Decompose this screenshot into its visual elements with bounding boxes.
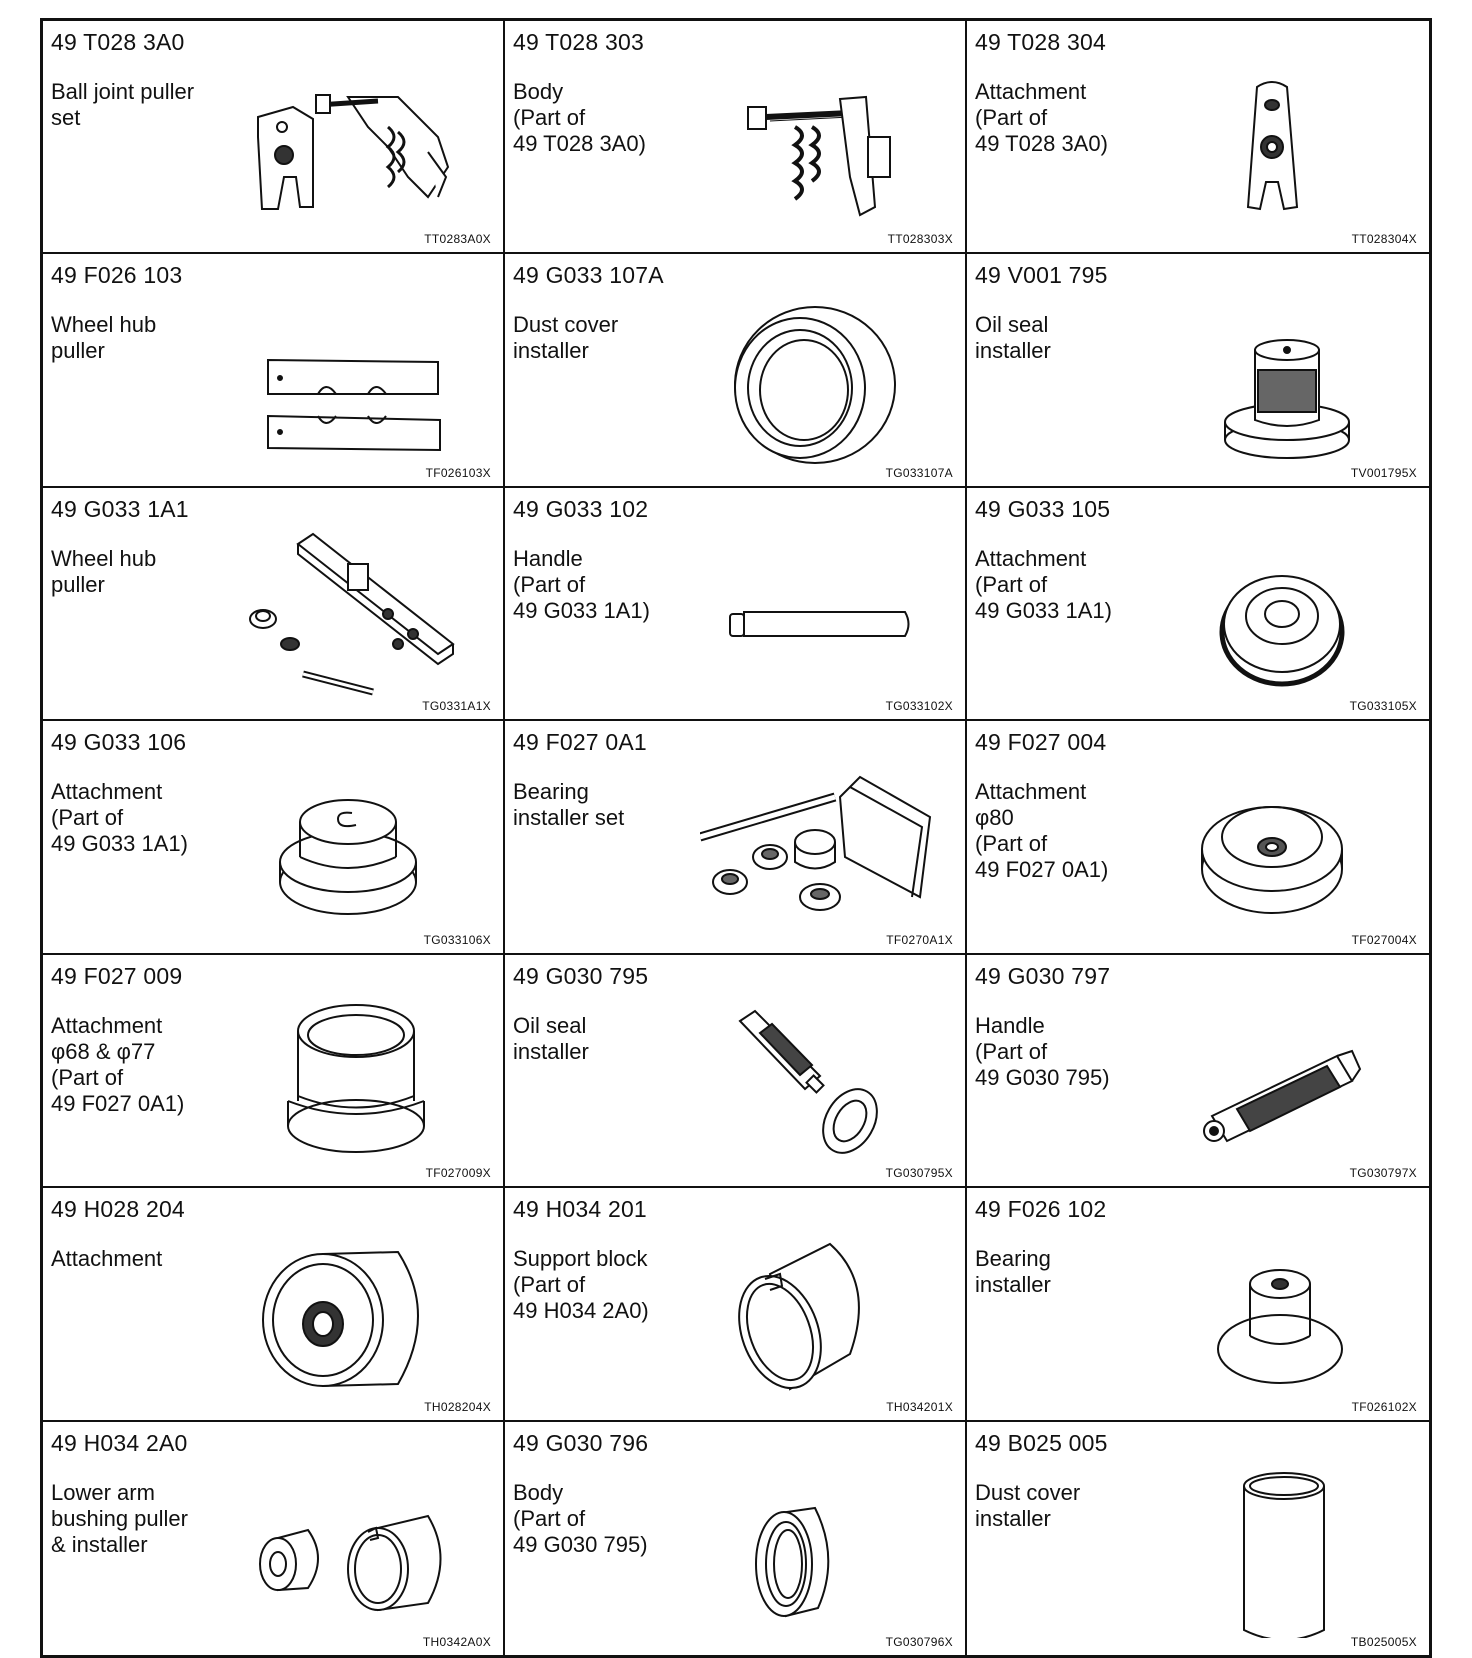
tool-cell: [505, 488, 967, 721]
image-code: TG030797X: [1349, 1166, 1417, 1181]
tool-description: Attachment: [51, 1246, 163, 1272]
bearing-installer-set-icon: [700, 757, 950, 937]
tool-cell: [43, 721, 505, 954]
image-code: TV001795X: [1350, 465, 1417, 480]
tall-cylinder-icon: [1162, 1458, 1412, 1638]
seal-installer-handle-icon: [700, 991, 950, 1171]
part-number: 49 G033 107A: [513, 262, 664, 289]
stepped-attachment-icon: [238, 757, 488, 937]
part-number: 49 G030 796: [513, 1429, 649, 1456]
bushing-puller-icon: [238, 1458, 488, 1638]
part-number: 49 F026 103: [51, 262, 183, 289]
tool-description: Bearing installer set: [513, 779, 625, 831]
fork-attachment-icon: [1162, 57, 1412, 237]
tool-description: Oil seal installer: [975, 312, 1051, 364]
tool-cell: [967, 1188, 1429, 1421]
part-number: 49 F027 004: [975, 729, 1107, 756]
part-number: 49 F027 0A1: [513, 729, 647, 756]
drum-attachment-icon: [238, 1224, 488, 1404]
image-code: TH034201X: [886, 1399, 953, 1414]
image-code: TF026103X: [425, 465, 491, 480]
part-number: 49 T028 303: [513, 29, 644, 55]
tool-cell: [43, 1188, 505, 1421]
part-number: 49 G030 797: [975, 962, 1111, 989]
tool-cell: [43, 254, 505, 487]
part-number: 49 B025 005: [975, 1429, 1108, 1456]
cup-attachment-icon: [238, 991, 488, 1171]
tool-cell: [505, 1188, 967, 1421]
tool-description: Attachment (Part of 49 G033 1A1): [51, 779, 188, 857]
tool-description: Handle (Part of 49 G030 795): [975, 1012, 1110, 1090]
part-number: 49 G033 106: [51, 729, 187, 756]
handle-rod-icon: [700, 524, 950, 704]
tool-cell: [967, 721, 1429, 954]
part-number: 49 G033 1A1: [51, 495, 189, 522]
bearing-installer-icon: [1162, 1224, 1412, 1404]
ball-joint-puller-set-icon: [238, 57, 488, 237]
tool-description: Attachment (Part of 49 T028 3A0): [975, 79, 1108, 156]
tool-cell: [967, 21, 1429, 254]
image-code: TH0342A0X: [422, 1635, 491, 1649]
tool-cell: [967, 254, 1429, 487]
tool-description: Wheel hub puller: [51, 545, 157, 597]
image-code: TF027004X: [1351, 932, 1417, 947]
tool-description: Attachment (Part of 49 G033 1A1): [975, 545, 1112, 623]
tool-cell: [505, 254, 967, 487]
part-number: 49 F026 102: [975, 1196, 1107, 1223]
tool-cell: [505, 1422, 967, 1655]
part-number: 49 T028 304: [975, 29, 1106, 55]
part-number: 49 F027 009: [51, 962, 183, 989]
part-number: 49 T028 3A0: [51, 29, 185, 55]
special-tools-table: [40, 18, 1432, 1658]
tool-description: Attachment φ80 (Part of 49 F027 0A1): [975, 779, 1109, 883]
tool-description: Attachment φ68 & φ77 (Part of 49 F027 0A1): [51, 1012, 185, 1116]
image-code: TH028204X: [424, 1399, 491, 1414]
tool-cell: [43, 1422, 505, 1655]
tool-description: Dust cover installer: [513, 312, 619, 364]
tool-description: Ball joint puller set: [51, 79, 195, 130]
tool-cell: [43, 955, 505, 1188]
image-code: TT028304X: [1351, 232, 1417, 247]
tool-description: Dust cover installer: [975, 1479, 1081, 1531]
image-code: TG0331A1X: [422, 699, 491, 714]
hub-puller-plates-icon: [238, 290, 488, 470]
image-code: TF027009X: [425, 1166, 491, 1181]
part-number: 49 G030 795: [513, 962, 649, 989]
image-code: TG033105X: [1349, 699, 1417, 714]
tool-cell: [43, 21, 505, 254]
tool-cell: [505, 21, 967, 254]
image-code: TB025005X: [1350, 1635, 1417, 1649]
part-number: 49 H034 2A0: [51, 1429, 188, 1456]
tool-description: Body (Part of 49 T028 3A0): [513, 79, 646, 156]
image-code: TG033107A: [885, 465, 953, 480]
image-code: TT0283A0X: [424, 232, 491, 247]
tool-cell: [967, 955, 1429, 1188]
hub-puller-frame-icon: [238, 524, 488, 704]
tool-description: Bearing installer: [975, 1246, 1051, 1298]
tool-cell: [505, 721, 967, 954]
image-code: TG033102X: [885, 699, 953, 714]
phi80-attachment-icon: [1162, 757, 1412, 937]
part-number: 49 G033 102: [513, 495, 649, 522]
puller-body-icon: [700, 57, 950, 237]
tool-cell: [967, 488, 1429, 721]
seal-body-ring-icon: [700, 1458, 950, 1638]
ring-attachment-icon: [1162, 524, 1412, 704]
tool-cell: [967, 1422, 1429, 1655]
image-code: TG030795X: [885, 1166, 953, 1181]
image-code: TF0270A1X: [886, 932, 953, 947]
ring-installer-icon: [700, 290, 950, 470]
tool-description: Oil seal installer: [513, 1012, 589, 1064]
knurled-seal-installer-icon: [1162, 290, 1412, 470]
part-number: 49 H034 201: [513, 1196, 647, 1223]
part-number: 49 V001 795: [975, 262, 1108, 289]
tool-description: Wheel hub puller: [51, 312, 157, 364]
support-block-icon: [700, 1224, 950, 1404]
tool-cell: [43, 488, 505, 721]
tool-description: Support block (Part of 49 H034 2A0): [513, 1246, 649, 1324]
knurled-handle-icon: [1162, 991, 1412, 1171]
part-number: 49 H028 204: [51, 1196, 185, 1223]
tool-description: Body (Part of 49 G030 795): [513, 1479, 648, 1557]
image-code: TT028303X: [887, 232, 953, 247]
tool-cell: [505, 955, 967, 1188]
image-code: TG030796X: [885, 1635, 953, 1649]
tool-description: Handle (Part of 49 G033 1A1): [513, 545, 650, 623]
tool-description: Lower arm bushing puller & installer: [51, 1479, 188, 1557]
image-code: TG033106X: [423, 932, 491, 947]
image-code: TF026102X: [1351, 1399, 1417, 1414]
part-number: 49 G033 105: [975, 495, 1111, 522]
